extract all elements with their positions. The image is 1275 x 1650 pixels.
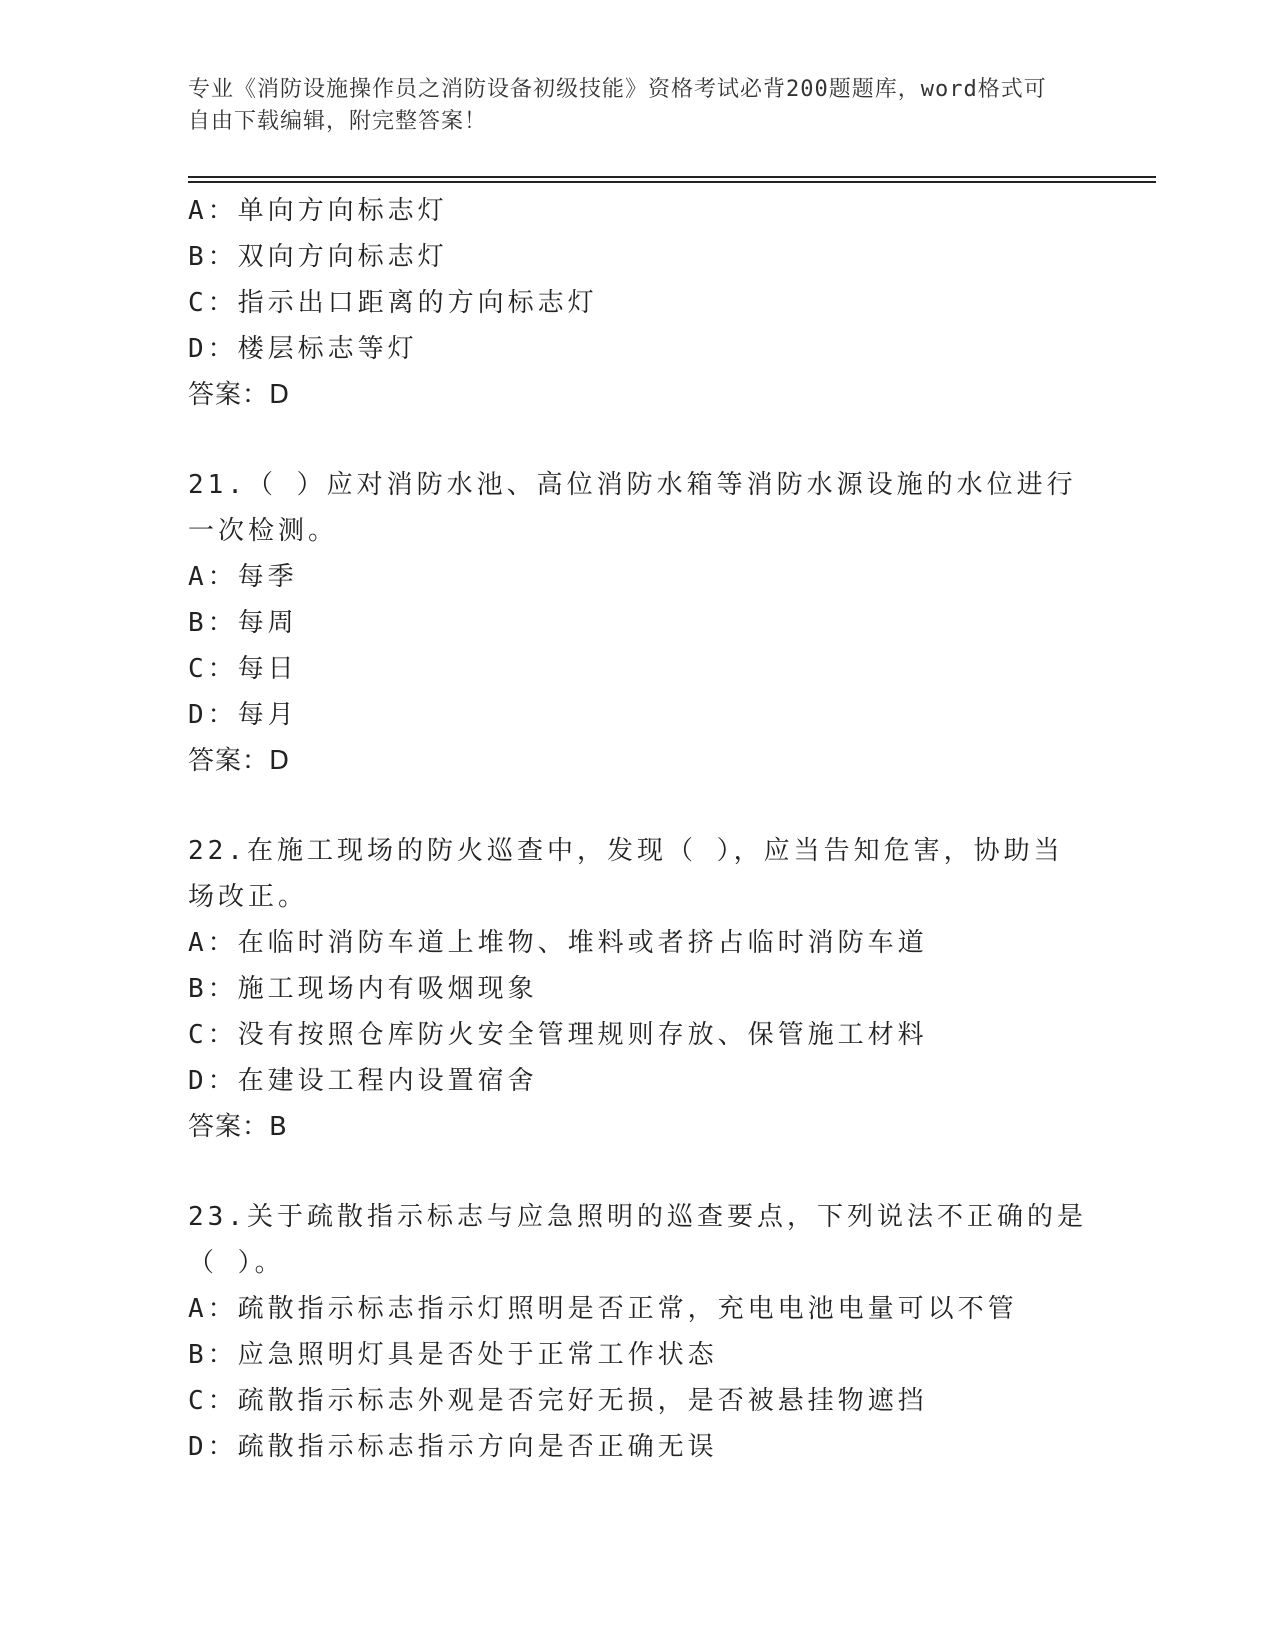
option-a: A：疏散指示标志指示灯照明是否正常，充电电池电量可以不管 bbox=[188, 1294, 1018, 1324]
option-b: B：双向方向标志灯 bbox=[188, 242, 448, 272]
answer-label: 答案：B bbox=[188, 1112, 288, 1142]
option-b: B：每周 bbox=[188, 608, 298, 638]
option-d: D：每月 bbox=[188, 700, 298, 730]
option-d: D：疏散指示标志指示方向是否正确无误 bbox=[188, 1432, 718, 1462]
option-d: D：楼层标志等灯 bbox=[188, 334, 418, 364]
question-list bbox=[188, 188, 1088, 1470]
answer-label: 答案：D bbox=[188, 746, 291, 776]
header-divider-bottom bbox=[188, 181, 1156, 183]
option-c: C：每日 bbox=[188, 654, 298, 684]
question-21 bbox=[188, 462, 1088, 784]
option-a: A：每季 bbox=[188, 562, 298, 592]
question-23 bbox=[188, 1194, 1088, 1470]
header-divider-top bbox=[188, 176, 1156, 178]
option-a: A：单向方向标志灯 bbox=[188, 196, 448, 226]
question-stem: 23.关于疏散指示标志与应急照明的巡查要点，下列说法不正确的是（ ）。 bbox=[188, 1202, 1087, 1278]
document-header: 专业《消防设施操作员之消防设备初级技能》资格考试必背200题题库，word格式可自由下载编辑，附完整答案！ bbox=[188, 77, 1047, 134]
question-22 bbox=[188, 828, 1088, 1150]
option-b: B：应急照明灯具是否处于正常工作状态 bbox=[188, 1340, 718, 1370]
option-c: C：指示出口距离的方向标志灯 bbox=[188, 288, 598, 318]
question-stem: 21.（ ）应对消防水池、高位消防水箱等消防水源设施的水位进行一次检测。 bbox=[188, 470, 1077, 546]
answer-label: 答案：D bbox=[188, 380, 291, 410]
option-a: A：在临时消防车道上堆物、堆料或者挤占临时消防车道 bbox=[188, 928, 928, 958]
option-d: D：在建设工程内设置宿舍 bbox=[188, 1066, 538, 1096]
question-stem: 22.在施工现场的防火巡查中，发现（ ），应当告知危害，协助当场改正。 bbox=[188, 836, 1064, 912]
option-c: C：没有按照仓库防火安全管理规则存放、保管施工材料 bbox=[188, 1020, 928, 1050]
option-c: C：疏散指示标志外观是否完好无损，是否被悬挂物遮挡 bbox=[188, 1386, 928, 1416]
question-20-continued bbox=[188, 188, 1088, 418]
option-b: B：施工现场内有吸烟现象 bbox=[188, 974, 538, 1004]
